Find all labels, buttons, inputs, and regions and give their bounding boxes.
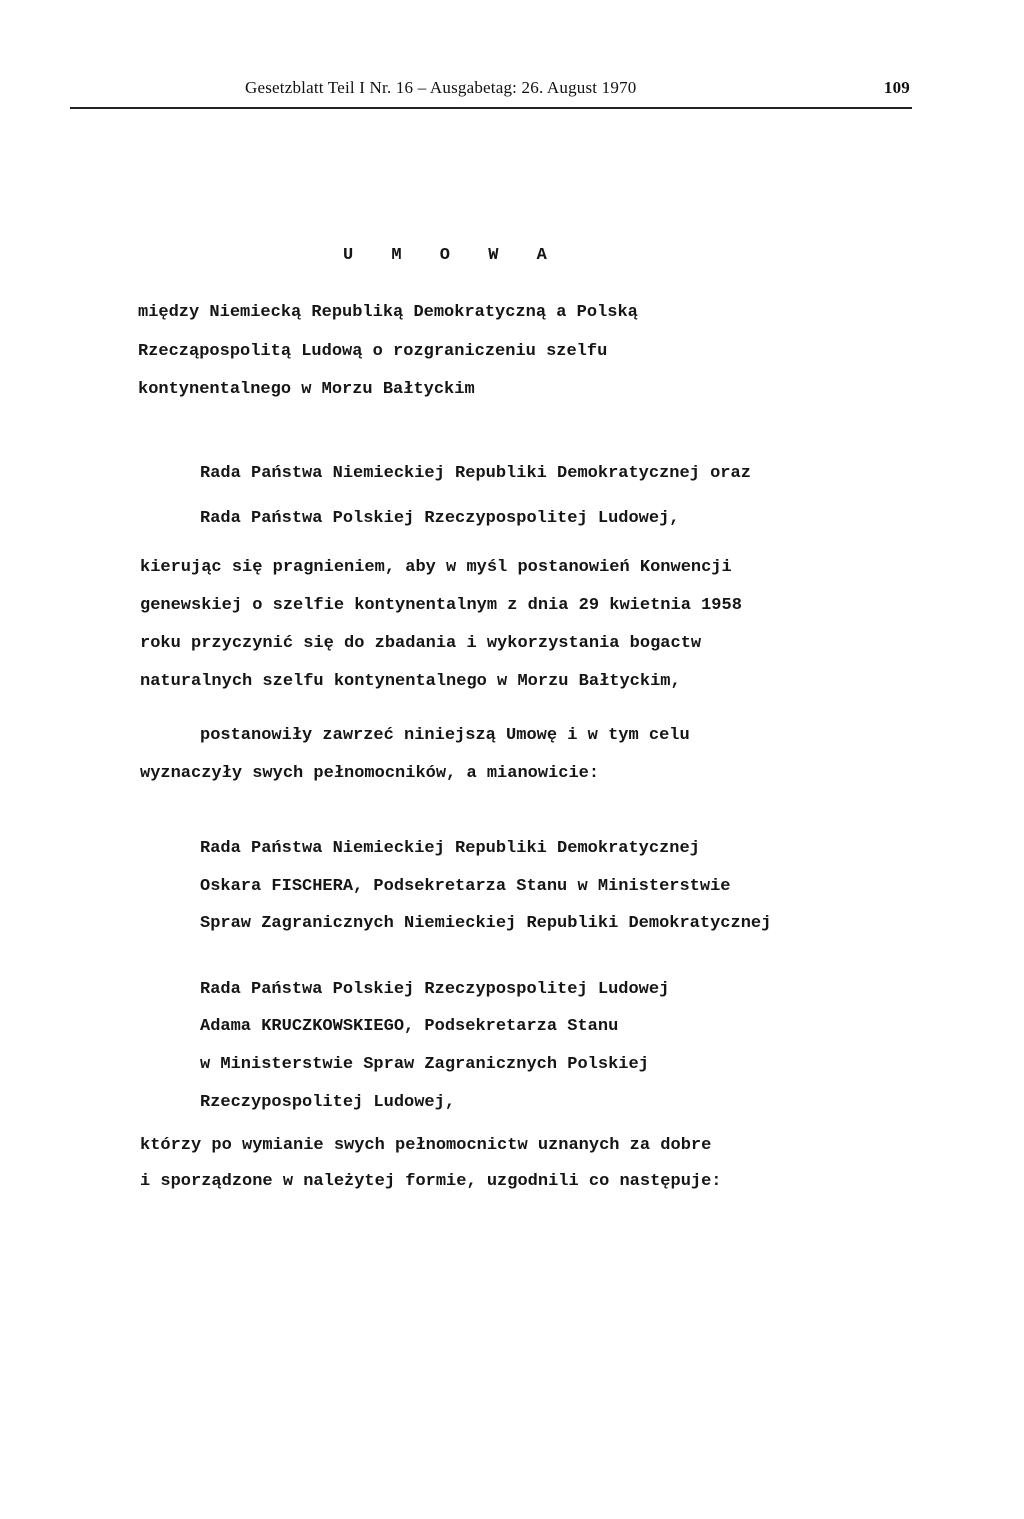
plenipotentiary-prl-line: Rzeczypospolitej Ludowej,	[200, 1093, 456, 1112]
closing-line: którzy po wymianie swych pełnomocnictw uznanych za dobre	[140, 1136, 712, 1155]
page-number: 109	[883, 78, 910, 97]
page-header	[245, 78, 910, 100]
plenipotentiary-gdr-line: Spraw Zagranicznych Niemieckiej Republiki Demokratycznej	[200, 914, 772, 933]
subtitle-line: kontynentalnego w Morzu Bałtyckim	[138, 380, 475, 399]
decision-line: wyznaczyły swych pełnomocników, a mianowicie:	[140, 764, 600, 783]
plenipotentiary-gdr-line: Oskara FISCHERA, Podsekretarza Stanu w Ministerstwie	[200, 877, 731, 896]
plenipotentiary-prl-line: w Ministerstwie Spraw Zagranicznych Polskiej	[200, 1055, 649, 1074]
preamble-line: genewskiej o szelfie kontynentalnym z dnia 29 kwietnia 1958	[140, 596, 742, 615]
decision-line: postanowiły zawrzeć niniejszą Umowę i w tym celu	[200, 726, 690, 745]
plenipotentiary-prl-line: Adama KRUCZKOWSKIEGO, Podsekretarza Stanu	[200, 1017, 619, 1036]
plenipotentiary-prl-line: Rada Państwa Polskiej Rzeczypospolitej Ludowej	[200, 980, 670, 999]
preamble-line: naturalnych szelfu kontynentalnego w Morzu Bałtyckim,	[140, 672, 681, 691]
party-line: Rada Państwa Niemieckiej Republiki Demokratycznej oraz	[200, 464, 751, 483]
running-title: Gesetzblatt Teil I Nr. 16 – Ausgabetag: 26. August 1970	[245, 78, 637, 97]
party-line: Rada Państwa Polskiej Rzeczypospolitej Ludowej,	[200, 509, 680, 528]
subtitle-line: Rzecząpospolitą Ludową o rozgraniczeniu szelfu	[138, 342, 608, 361]
subtitle-line: między Niemiecką Republiką Demokratyczną a Polską	[138, 303, 638, 322]
preamble-line: roku przyczynić się do zbadania i wykorzystania bogactw	[140, 634, 702, 653]
document-title: U M O W A	[343, 246, 561, 265]
closing-line: i sporządzone w należytej formie, uzgodnili co następuje:	[140, 1172, 722, 1191]
plenipotentiary-gdr-line: Rada Państwa Niemieckiej Republiki Demokratycznej	[200, 839, 700, 858]
preamble-line: kierując się pragnieniem, aby w myśl postanowień Konwencji	[140, 558, 732, 577]
header-rule	[70, 107, 912, 109]
